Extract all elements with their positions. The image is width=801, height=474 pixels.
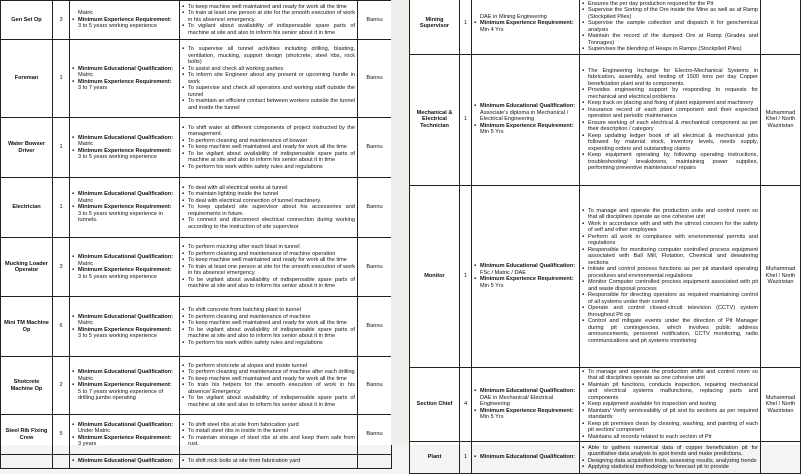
job-location: Bannu xyxy=(358,1,392,40)
duty-item: ▪ Insurance record of each plant component and their expected operation and periodic maintenance xyxy=(582,107,758,120)
qualification-item xyxy=(72,148,177,161)
job-location: Bannu xyxy=(358,118,392,178)
qualification-item xyxy=(72,17,177,30)
qualification-cell xyxy=(472,185,580,367)
qualification-value: DAE in Mining Engineering xyxy=(480,13,547,20)
qualification-cell xyxy=(472,54,580,185)
qualification-value: 3 to 5 years working experience xyxy=(78,154,157,160)
qualification-value: 5 to 7 years working experience of drilling jumbo operating xyxy=(78,388,164,402)
duties-cell xyxy=(580,0,761,54)
qualification-label: Minimum Educational Qualification: xyxy=(480,103,576,110)
job-title: Shotcrete Machine Op xyxy=(1,357,53,415)
duty-item: ▪ The Engineering Incharge for Electro-Mechanical Systems in fabrication, assembly, and testing of 1500 tons per day Copper beneficiation plant and its components. xyxy=(582,68,758,88)
qualification-value: 3 to 5 years working experience in tunnels. xyxy=(78,210,163,224)
job-location: Bannu xyxy=(358,40,392,118)
post-count: 1 xyxy=(53,40,70,118)
duty-item: ▪ To perform cleaning and maintenance of bowzer xyxy=(182,138,355,145)
post-count xyxy=(53,455,70,469)
duty-item: ▪ Keep pit premises clean by cleaning, washing, and painting of each pit section/ component xyxy=(582,421,758,434)
duties-cell xyxy=(180,415,358,455)
qualification-label: Minimum Experience Requirement: xyxy=(480,122,574,129)
duty-item: ▪ To manage and operate the production shifts and control room so that all disciplines operate as one cohesive unit xyxy=(582,369,758,382)
duty-item: ▪ Operate and control closed-circuit television (CCTV) system throughout Pit op xyxy=(582,305,758,318)
duty-item: ▪ To be vigilant about availability of indispensable spare parts of machine at site and also to inform his senior about it in time xyxy=(182,395,355,408)
qualification-label: Minimum Educational Qualification: xyxy=(78,458,174,465)
job-location: Bannu xyxy=(358,357,392,415)
post-count: 2 xyxy=(53,357,70,415)
duty-item: ▪ To maintain an efficient contact between workers outside the tunnel and inside the tunnel xyxy=(182,98,355,111)
duty-item: ▪ Responsible for monitoring computer controlled process equipment associated with Ball Mill, Flotation, Chemical and dewatering sections xyxy=(582,247,758,267)
qualification-item xyxy=(72,66,177,79)
qualification-value: DAE in Mechanical/ Electrical Engineering xyxy=(480,394,554,407)
duty-item: ▪ Supervise the Sorting of the Ore inside the Mine as well as at Ramp (Stockpiled Piles) xyxy=(582,7,758,20)
left-page-panel xyxy=(0,0,391,465)
job-row xyxy=(1,40,392,118)
duty-item: ▪ To perform cleaning and maintenance of machine xyxy=(182,314,355,321)
duty-item: ▪ Work in accordance with and with the utmost concern for the safety of self and other employees xyxy=(582,221,758,234)
duties-cell xyxy=(180,118,358,178)
qualification-cell xyxy=(70,1,180,40)
qualification-item xyxy=(72,135,177,148)
post-count: 3 xyxy=(53,238,70,297)
duty-item: ▪ Maintain the record of the dumped Ore at Ramp (Grades and Tonnages) xyxy=(582,33,758,46)
qualification-label: Minimum Educational Qualification: xyxy=(78,369,174,376)
qualification-item xyxy=(474,408,577,421)
duty-item: ▪ Ensure working of each electrical & mechanical component as per their description / category xyxy=(582,120,758,133)
qualification-label: Minimum Experience Requirement: xyxy=(480,20,574,26)
job-location: Bannu xyxy=(358,178,392,238)
qualification-label: Minimum Educational Qualification: xyxy=(78,254,174,260)
qualification-value: Matric xyxy=(78,375,94,382)
job-title: Mini TM Machine Op xyxy=(1,297,53,357)
duty-item: ▪ Provides engineering support by responding to requests for mechanical and electrical problems xyxy=(582,87,758,100)
duty-item: ▪ Perform all work in compliance with environmental permits and regulations xyxy=(582,234,758,247)
qualification-cell xyxy=(472,0,580,54)
qualification-label: Minimum Educational Qualification: xyxy=(78,313,174,320)
duty-item: ▪ To keep machine well maintained and ready for work all the time xyxy=(182,144,355,151)
duty-item: ▪ Keep updating ledger book of all electrical & mechanical jobs followed by material stock, inventory levels, needs supply, expending orders and outstanding claims xyxy=(582,133,758,153)
job-row xyxy=(1,415,392,455)
duty-item: ▪ To perform cleaning and maintenance of machine operation xyxy=(182,251,355,258)
job-row xyxy=(410,185,801,367)
job-title xyxy=(1,455,53,469)
qualification-item xyxy=(72,267,177,280)
duty-item: ▪ To supervise all tunnel activities including drilling, blasting, ventilation, mucking, support design (shotcrete, steel ribs, rock bolts) xyxy=(182,46,355,66)
qualification-cell xyxy=(70,297,180,357)
qualification-item xyxy=(72,79,177,92)
duty-item: ▪ Ensures the per day production required for the Pit xyxy=(582,1,758,8)
qualification-value: Matric xyxy=(78,320,94,326)
qualification-value: 3 years xyxy=(78,441,97,447)
qualification-label: Minimum Educational Qualification: xyxy=(78,421,174,428)
duty-item: ▪ Designing data acquisition trials, assessing results, analyzing trends xyxy=(582,458,758,465)
duty-item: ▪ To deal with electrical connection of tunnel machinery. xyxy=(182,198,355,205)
job-location: Muhammad Khel / North Waziristan xyxy=(761,367,801,442)
duty-item: ▪ To keep updated site supervisor about his accessories and requirements in future. xyxy=(182,204,355,217)
qualification-item xyxy=(72,327,177,340)
qualification-value: Min 5 Yrs xyxy=(480,282,504,289)
post-count: 1 xyxy=(460,0,472,54)
job-title: Plant xyxy=(410,442,460,474)
duty-item: ▪ To be vigilant about availability of indispensable spare parts of machine at site and also to inform his senior about it in time xyxy=(182,327,355,340)
job-title: Water Bowser Driver xyxy=(1,118,53,178)
job-location xyxy=(761,442,801,474)
qualification-value: 3 to 7 years xyxy=(78,85,108,91)
qualification-item xyxy=(72,254,177,267)
qualification-value: Min 5 Yrs xyxy=(480,129,504,136)
job-location: Bannu xyxy=(358,238,392,297)
duties-cell xyxy=(580,185,761,367)
duty-item: ▪ To maintain storage of steel ribs at site and keep them safe from rust. xyxy=(182,435,355,448)
duty-item: ▪ To perform his work within safety rules and regulations xyxy=(182,164,355,171)
job-row xyxy=(1,297,392,357)
qualification-label: Minimum Experience Requirement: xyxy=(480,407,574,414)
qualification-label: Minimum Educational Qualification: xyxy=(480,263,576,269)
job-title: Monitor xyxy=(410,185,460,367)
qualification-cell xyxy=(472,442,580,474)
left-job-table xyxy=(0,0,392,469)
qualification-value: 3 to 5 years working experience xyxy=(78,273,157,280)
post-count: 1 xyxy=(460,185,472,367)
job-title: Gen Set Op xyxy=(1,1,53,40)
qualification-label: Minimum Experience Requirement: xyxy=(480,276,574,282)
qualification-value: Associate's diploma in Mechanical / Electrical Engineering xyxy=(480,109,569,123)
post-count: 6 xyxy=(53,297,70,357)
qualification-item xyxy=(474,388,577,408)
duty-item: ▪ Keep equipment available for inspection and testing xyxy=(582,401,758,408)
qualification-cell xyxy=(70,415,180,455)
job-title: Foreman xyxy=(1,40,53,118)
duty-item: ▪ Maintain/ Verify serviceability of pit and its sections as per required standards xyxy=(582,408,758,421)
duty-item: ▪ To deal with all electrical works at tunnel xyxy=(182,185,355,192)
qualification-label: Minimum Educational Qualification: xyxy=(480,388,576,394)
qualification-value: 3 to 5 years working experience xyxy=(78,23,157,30)
qualification-item xyxy=(72,458,177,465)
duty-item: ▪ Maintains all records related to each section of Pit xyxy=(582,434,758,441)
job-location: Bannu xyxy=(358,415,392,455)
job-row xyxy=(1,455,392,469)
duties-cell xyxy=(180,238,358,297)
qualification-label: Minimum Experience Requirement: xyxy=(78,267,172,273)
qualification-value: Matric xyxy=(78,10,94,17)
post-count: 5 xyxy=(53,415,70,455)
post-count: 1 xyxy=(53,178,70,238)
qualification-value: FSc / Matric / DAE xyxy=(480,269,526,276)
duties-cell xyxy=(580,54,761,185)
qualification-cell xyxy=(70,357,180,415)
qualification-label: Minimum Educational Qualification: xyxy=(78,134,174,141)
job-title: Section Chief xyxy=(410,367,460,442)
qualification-item xyxy=(474,103,577,123)
job-location: Bannu xyxy=(358,297,392,357)
duty-item: ▪ Monitor Computer controlled process equipment associated with pit and waste disposal process xyxy=(582,279,758,292)
qualification-label: Minimum Educational Qualification: xyxy=(480,454,576,461)
duties-cell xyxy=(180,455,358,469)
qualification-cell xyxy=(70,455,180,469)
qualification-value: Under Matric xyxy=(78,428,111,434)
duty-item: ▪ To keep machine well maintained and ready for work all the time xyxy=(182,320,355,327)
duty-item: ▪ To shift rock bolts at site from fabrication yard xyxy=(182,458,355,465)
duty-item: ▪ To maintain lighting inside the tunnel xyxy=(182,191,355,198)
qualification-value: Matric xyxy=(78,197,94,204)
duty-item: ▪ To shift water at different components of project instructed by the management. xyxy=(182,125,355,138)
qualification-label: Minimum Experience Requirement: xyxy=(78,434,172,441)
duty-item: ▪ Initiate and control process functions as per pit standard operating procedures and environmental regulations xyxy=(582,266,758,279)
job-location xyxy=(358,455,392,469)
qualification-item xyxy=(72,422,177,435)
post-count: 1 xyxy=(460,442,472,474)
duty-item: ▪ Responsible for directing operators as required maintaining control of all systems under their control xyxy=(582,292,758,305)
post-count: 1 xyxy=(53,118,70,178)
qualification-label: Minimum Experience Requirement: xyxy=(78,78,172,85)
job-title: Electrician xyxy=(1,178,53,238)
qualification-cell xyxy=(70,118,180,178)
job-row xyxy=(410,442,801,474)
qualification-label: Minimum Experience Requirement: xyxy=(78,147,172,154)
duty-item: ▪ To shift concrete from batching plant to tunnel xyxy=(182,307,355,314)
qualification-item xyxy=(474,20,577,33)
duty-item: ▪ To train his helpers for the smooth execution of work in his absence/ Emergency xyxy=(182,382,355,395)
post-count: 3 xyxy=(53,1,70,40)
qualification-item xyxy=(72,204,177,224)
post-count: 4 xyxy=(460,367,472,442)
job-row xyxy=(410,54,801,185)
job-location: Muhammad Khel / North Waziristan xyxy=(761,185,801,367)
duty-item: ▪ To perform his work within safety rules and regulations xyxy=(182,340,355,347)
duties-cell xyxy=(180,1,358,40)
duties-cell xyxy=(580,442,761,474)
duty-item: ▪ To perform mucking after each blast in tunnel xyxy=(182,244,355,251)
qualification-item xyxy=(72,382,177,402)
duty-item: ▪ To perform shotcrete at slopes and inside tunnel xyxy=(182,363,355,370)
duty-item: ▪ To perform cleaning and maintenance of machine after each drilling xyxy=(182,369,355,376)
qualification-value: Min 4 Yrs xyxy=(480,26,504,33)
duty-item: ▪ Supervise the sample collection and dispatch it for geochemical analysis xyxy=(582,20,758,33)
job-row xyxy=(410,0,801,54)
duty-item: ▪ To keep machine well maintained and ready for work all the time xyxy=(182,376,355,383)
duty-item: ▪ To assist and check all working parties xyxy=(182,66,355,73)
duty-item: ▪ Maintain pit functions, conducts inspection, repairing mechanical and electrical systems malfunctions, replacing parts and components xyxy=(582,382,758,402)
duty-item: ▪ Control and mitigate events under the direction of Pit Manager during pit contingencies, which involves public address announcements, personnel notification, CCTV monitoring, radio communications and pit systems monitoring xyxy=(582,318,758,344)
qualification-value: Min 5 Yrs xyxy=(480,414,504,420)
duty-item: ▪ To manage and operate the production units and control room so that all disciplines operate as one cohesive unit xyxy=(582,208,758,221)
job-row xyxy=(1,178,392,238)
qualification-value: 3 to 5 years working experience xyxy=(78,333,157,339)
job-row xyxy=(1,238,392,297)
qualification-item xyxy=(72,191,177,204)
qualification-cell xyxy=(70,40,180,118)
right-page-panel xyxy=(409,0,800,470)
duty-item: ▪ Applying statistical methodology to forecast pit to provide xyxy=(582,464,758,471)
duty-item: ▪ Supervises the blending of Heaps in Ramps (Stockpiled Piles) xyxy=(582,46,758,53)
duty-item: ▪ Able to gathers numerical data of copper beneficiation pit for quantitative data analysis to spot trends and make predictions. xyxy=(582,445,758,458)
duty-item: ▪ Keep track on placing and fixing of plant equipment and machinery xyxy=(582,100,758,107)
qualification-label: Minimum Experience Requirement: xyxy=(78,326,172,333)
qualification-label: Minimum Experience Requirement: xyxy=(78,382,172,389)
qualification-item xyxy=(72,435,177,448)
qualification-label: Minimum Experience Requirement: xyxy=(78,204,172,211)
duties-cell xyxy=(180,40,358,118)
qualification-item xyxy=(72,369,177,382)
job-title: Mining Supervisor xyxy=(410,0,460,54)
duty-item: ▪ To shift steel ribs at site from fabrication yard xyxy=(182,422,355,429)
duties-cell xyxy=(180,357,358,415)
duties-cell xyxy=(180,297,358,357)
qualification-item xyxy=(474,454,577,461)
job-row xyxy=(1,118,392,178)
duty-item: ▪ To supervise and check all operators and working staff outside the tunnel xyxy=(182,85,355,98)
job-location: Muhammad Khel / North Waziristan xyxy=(761,54,801,185)
qualification-label: Minimum Educational Qualification: xyxy=(78,191,174,198)
job-location xyxy=(761,0,801,54)
qualification-item xyxy=(474,263,577,276)
duty-item: ▪ Keep equipment operating by following operating instructions, troubleshooting/ breakdowns, maintaining power supplies, performing preventive maintenance/ repairs xyxy=(582,152,758,172)
duty-item: ▪ To keep machine well maintained and ready for work all the time xyxy=(182,257,355,264)
duty-item: ▪ To install steel ribs in inside in the tunnel xyxy=(182,428,355,435)
qualification-value: Matric xyxy=(78,141,94,147)
job-title: Steel Rib Fixing Crew xyxy=(1,415,53,455)
duty-item: ▪ To train at least one person at site for the smooth execution of work in his absence/ emergency. xyxy=(182,10,355,23)
duty-item: ▪ To be vigilant about availability of indispensable spare parts of machine at site and also to inform his senior about it in time xyxy=(182,151,355,164)
duty-item: ▪ To connect and disconnect electrical connection during working according to the instruction of site supervisor xyxy=(182,217,355,230)
qualification-label: Minimum Experience Requirement: xyxy=(78,16,172,23)
job-title: Mucking Loader Operator xyxy=(1,238,53,297)
qualification-label: Minimum Educational Qualification: xyxy=(78,65,174,72)
qualification-cell xyxy=(472,367,580,442)
job-title: Mechanical & Electrical Technician xyxy=(410,54,460,185)
job-row xyxy=(1,1,392,40)
duty-item: ▪ To be vigilant about availability of indispensable spare parts of machine at site and also to inform his senior about it in time xyxy=(182,277,355,290)
qualification-item xyxy=(474,276,577,289)
qualification-value: Matric xyxy=(78,72,94,78)
qualification-cell xyxy=(70,238,180,297)
duty-item: ▪ To keep machine well maintained and ready for work all the time xyxy=(182,4,355,11)
job-row xyxy=(410,367,801,442)
right-job-table xyxy=(409,0,801,474)
duty-item: ▪ To vigilant about availability of indispensable spare parts of machine at site and also to inform his senior about it in time xyxy=(182,23,355,36)
page-gutter xyxy=(391,0,409,445)
qualification-cell xyxy=(70,178,180,238)
qualification-item xyxy=(474,123,577,136)
job-row xyxy=(1,357,392,415)
qualification-item xyxy=(72,314,177,327)
duty-item: ▪ To inform site Engineer about any present or upcoming hurdle in work xyxy=(182,72,355,85)
post-count: 1 xyxy=(460,54,472,185)
duty-item: ▪ To train at least one person at site for the smooth execution of work in his absence/ emergency. xyxy=(182,264,355,277)
qualification-value: Matric xyxy=(78,260,94,267)
duties-cell xyxy=(180,178,358,238)
duties-cell xyxy=(580,367,761,442)
